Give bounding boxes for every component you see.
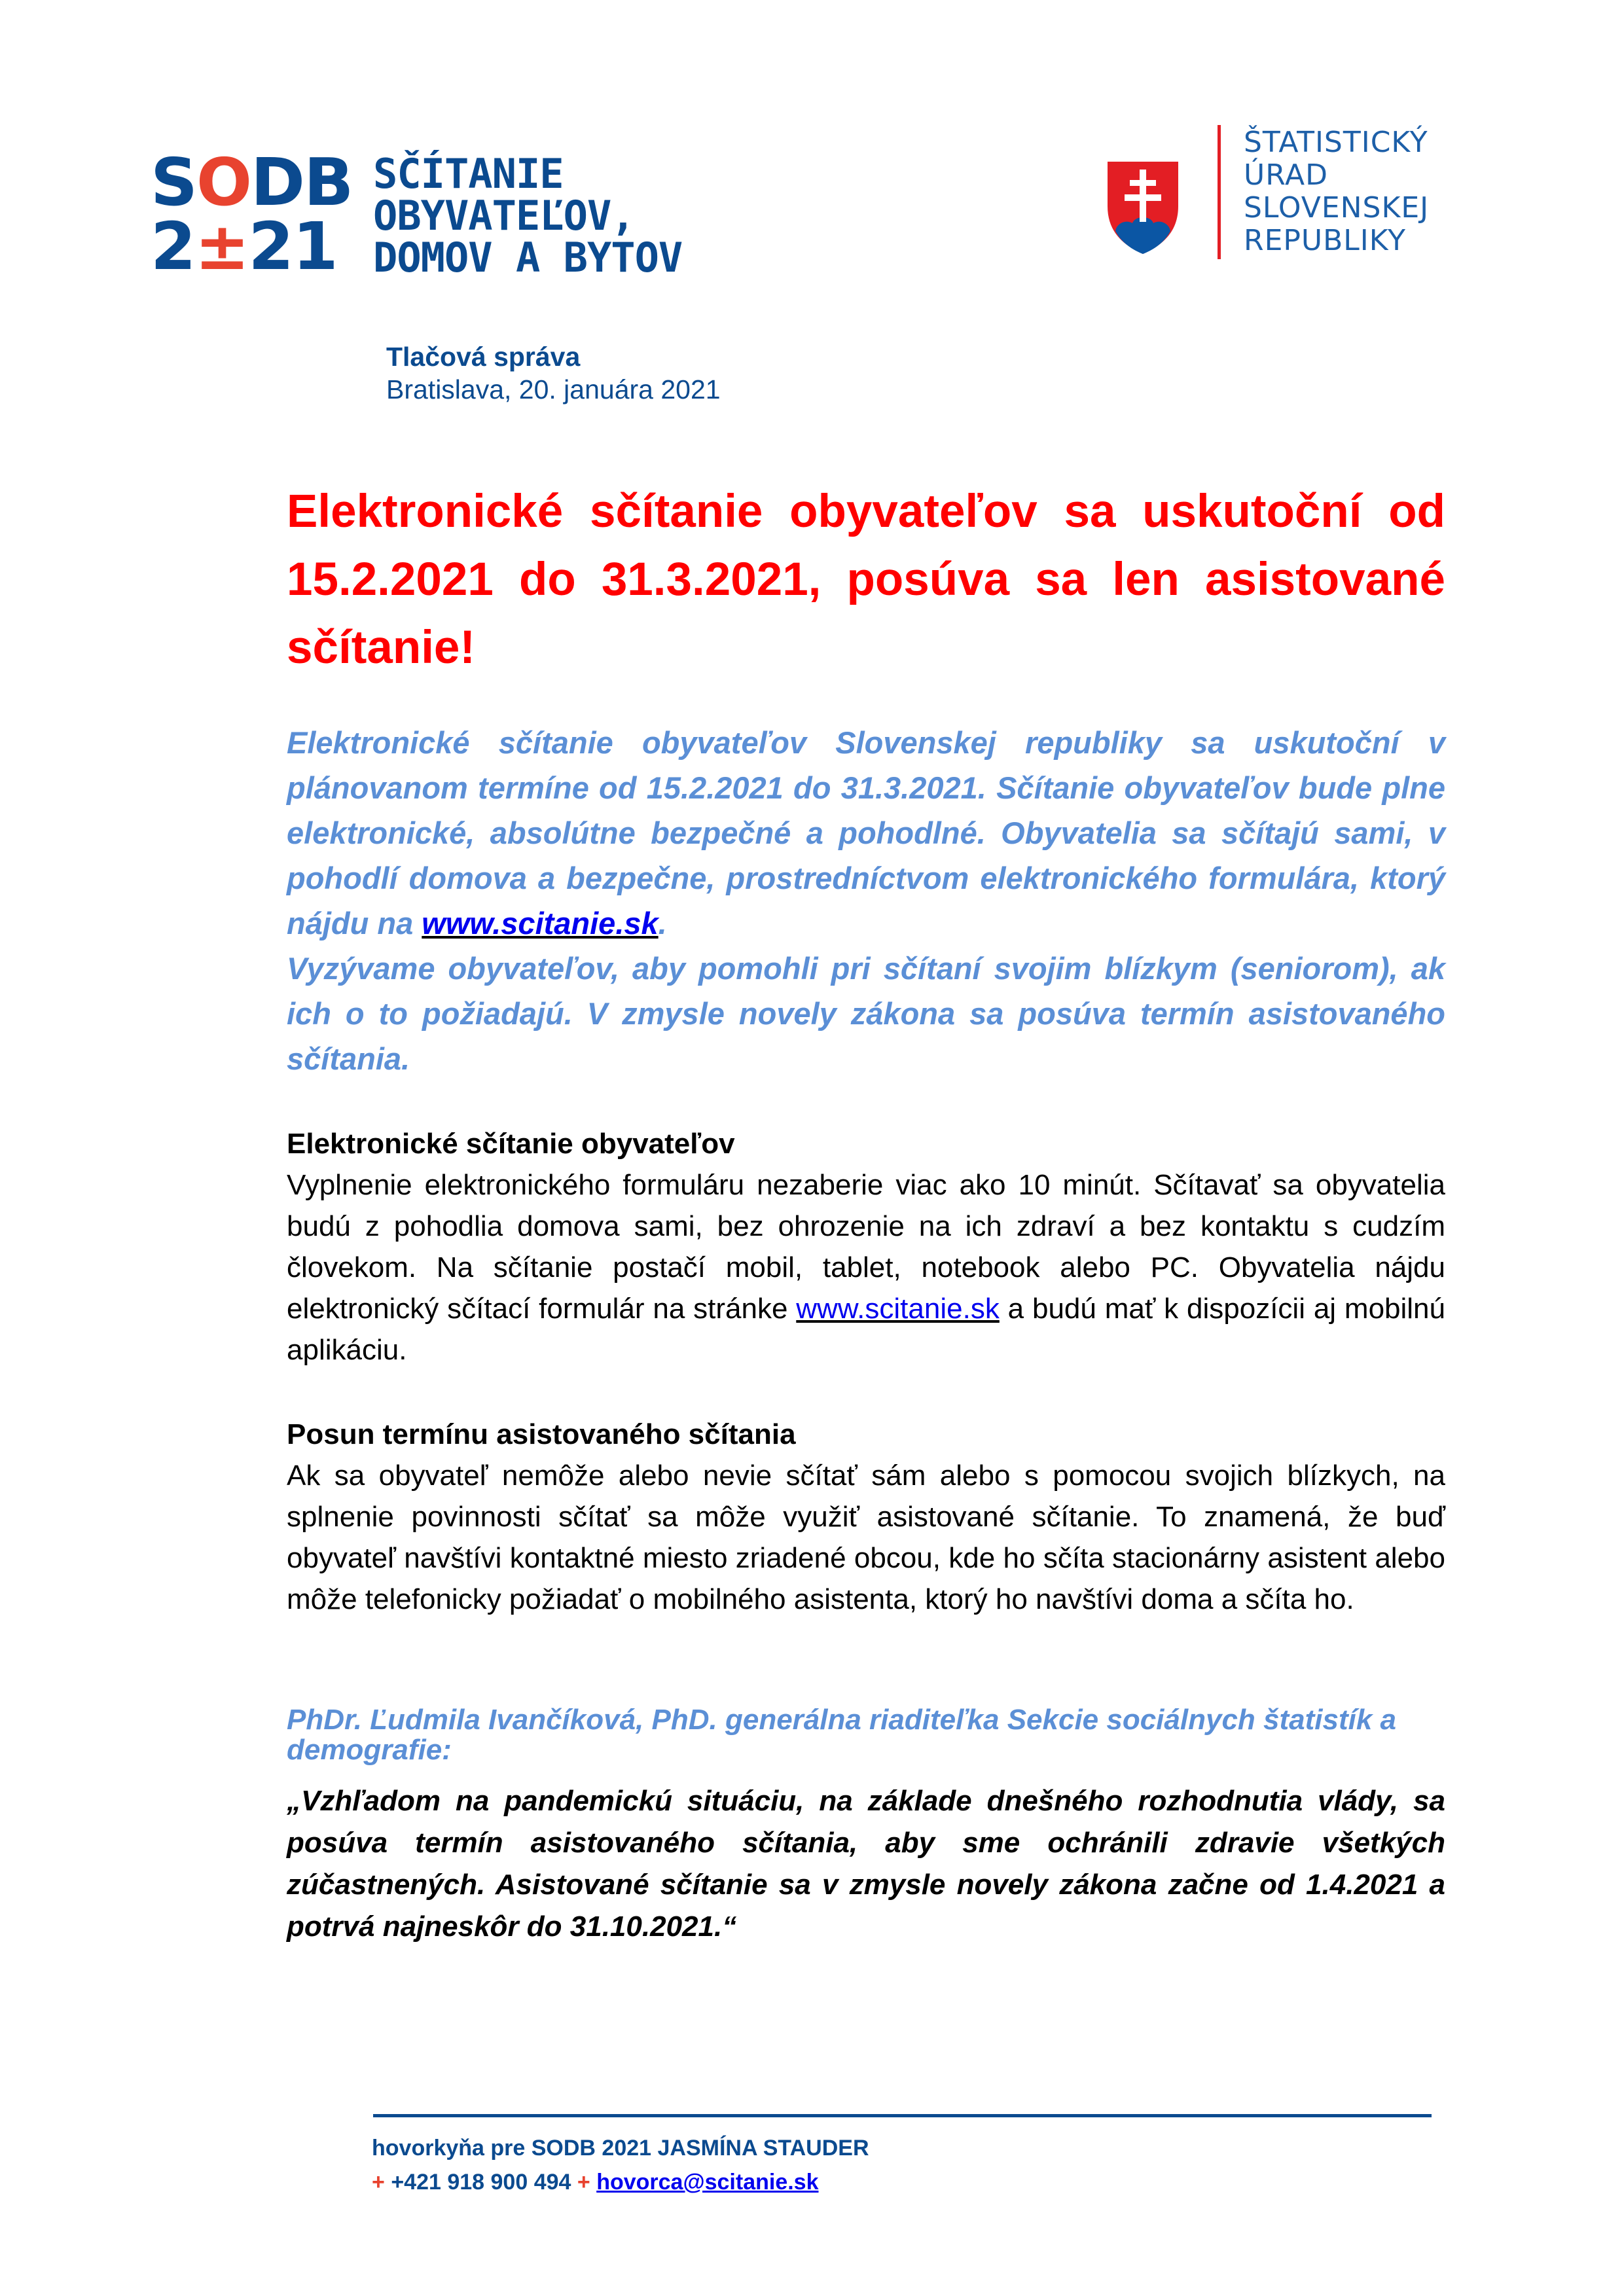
section-text-part: a budú mať k dispozícii aj mobilnú aplikáciu.: [287, 1293, 1446, 1366]
logo-letter: D: [251, 144, 304, 221]
contact-line: [372, 2165, 869, 2199]
place-and-date: Bratislava, 20. januára 2021: [386, 374, 721, 404]
wordmark-line: REPUBLIKY: [1244, 224, 1406, 257]
email-link[interactable]: hovorca@scitanie.sk: [596, 2170, 819, 2195]
wordmark-line: OBYVATEĽOV,: [373, 192, 635, 240]
section-title: Posun termínu asistovaného sčítania: [287, 1418, 796, 1450]
wordmark-line: SČÍTANIE: [373, 150, 564, 198]
logo-letter: 2: [151, 208, 195, 285]
slovak-coat-of-arms-icon: [1106, 160, 1180, 255]
wordmark-line: SLOVENSKEJ: [1244, 191, 1430, 224]
section-text-part: Vyplnenie elektronického formuláru nezaberie viac ako 10 minút. Sčítavať sa obyvatelia budú z pohodlia domova sami, bez ohrozenie na ich zdraví a bez kontaktu s cudzím človekom. Na sčítanie postačí mobil, tablet, notebook alebo PC. Obyvatelia nájdu elektronický sčítací formulár na stránke: [287, 1169, 1445, 1325]
quote-text: „Vzhľadom na pandemickú situáciu, na základe dnešného rozhodnutia vlády, sa posúva termín asistovaného sčítania, aby sme ochránili zdravie všetkých zúčastnených. Asistované sčítanie sa v zmysle novely zákona začne od 1.4.2021 a potrvá najneskôr do 31.10.2021.“: [287, 1785, 1445, 1943]
lead-paragraph: [287, 720, 1445, 1081]
phone-number: +421 918 900 494: [391, 2170, 571, 2195]
logo-divider: [1218, 125, 1221, 259]
headline: Elektronické sčítanie obyvateľov sa uskutoční od 15.2.2021 do 31.3.2021, posúva sa len asistované sčítanie!: [287, 486, 1445, 673]
logo-letter: O: [196, 144, 251, 221]
statistical-office-logo: [1106, 115, 1473, 265]
logo-letter: S: [151, 144, 197, 221]
document-type: Tlačová správa: [386, 342, 581, 372]
lead-text: .: [658, 906, 667, 941]
section-title: Elektronické sčítanie obyvateľov: [287, 1128, 735, 1160]
website-link[interactable]: www.scitanie.sk: [422, 906, 659, 941]
plus-icon: +: [577, 2170, 590, 2195]
footer-divider: [373, 2114, 1432, 2117]
section-electronic-census: [287, 1123, 1445, 1371]
quote-author: PhDr. Ľudmila Ivančíková, PhD. generálna riaditeľka Sekcie sociálnych štatistík a demografie:: [287, 1704, 1397, 1766]
wordmark-line: ŠTATISTICKÝ: [1244, 126, 1428, 159]
lead-appeal-text: Vyzývame obyvateľov, aby pomohli pri sčítaní svojim blízkym (seniorom), ak ich o to požiadajú. V zmysle novely zákona sa posúva termín asistovaného sčítania.: [287, 951, 1445, 1076]
statistical-office-wordmark: [1244, 126, 1429, 257]
spokesperson: hovorkyňa pre SODB 2021 JASMÍNA STAUDER: [372, 2136, 869, 2161]
wordmark-line: ÚRAD: [1244, 158, 1328, 192]
logo-letter: B: [304, 144, 353, 221]
sodb-mark-row-2: [151, 208, 340, 285]
wordmark-line: DOMOV A BYTOV: [373, 234, 683, 281]
sodb-wordmark: [373, 150, 683, 281]
lead-text: Elektronické sčítanie obyvateľov Slovenskej republiky sa uskutoční v plánovanom termíne od 15.2.2021 do 31.3.2021. Sčítanie obyvateľov bude plne elektronické, absolútne bezpečné a pohodlné. Obyvatelia sa sčítajú sami, v pohodlí domova a bezpečne, prostredníctvom elektronického formulára, ktorý nájdu na: [287, 725, 1445, 941]
section-text: Ak sa obyvateľ nemôže alebo nevie sčítať sám alebo s pomocou svojich blízkych, na splnenie povinnosti sčítať sa môže využiť asistované sčítanie. To znamená, že buď obyvateľ navštívi kontaktné miesto zriadené obcou, kde ho sčíta stacionárny asistent alebo môže telefonicky požiadať o mobilného asistenta, ktorý ho navštívi doma a sčíta ho.: [287, 1460, 1445, 1615]
sodb-2021-logo: [151, 144, 700, 285]
logo-letter: 2: [248, 208, 293, 285]
website-link[interactable]: www.scitanie.sk: [796, 1293, 1000, 1325]
logo-letter: 1: [292, 208, 337, 285]
section-text: [287, 1164, 1445, 1371]
press-release-intro: [386, 340, 721, 406]
sodb-mark-row-1: [151, 144, 353, 221]
sodb-mark: [151, 144, 353, 285]
plus-icon: +: [372, 2170, 385, 2195]
plus-minus-icon: ±: [194, 208, 249, 285]
section-assisted-census-postponed: [287, 1414, 1445, 1620]
footer-contact: [372, 2131, 869, 2199]
